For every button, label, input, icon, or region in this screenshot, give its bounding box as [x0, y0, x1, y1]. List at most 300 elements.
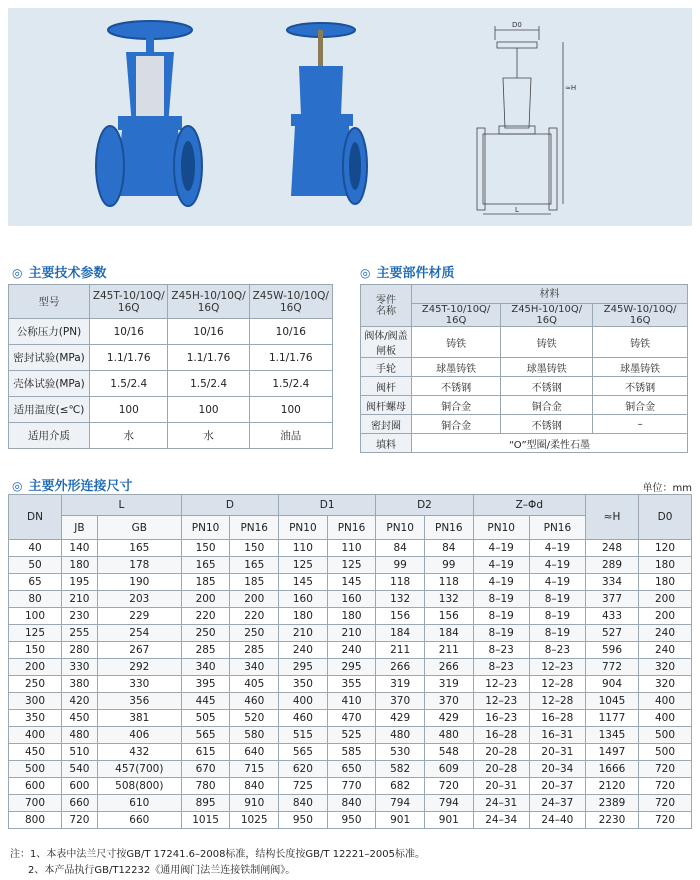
- dims-cell: 895: [181, 795, 230, 812]
- dims-cell: 50: [9, 557, 62, 574]
- dims-cell: 210: [62, 591, 98, 608]
- spec-cell: 水: [90, 423, 168, 449]
- dims-row: [9, 812, 692, 829]
- dims-cell: 480: [424, 727, 473, 744]
- dims-row: [9, 591, 692, 608]
- dims-row: [9, 727, 692, 744]
- dims-header-d: D: [181, 495, 278, 516]
- dims-row: [9, 608, 692, 625]
- gate-valve-front-image: [88, 16, 208, 221]
- dims-cell: 670: [181, 761, 230, 778]
- dims-cell: 370: [376, 693, 425, 710]
- spec-row-label: 公称压力(PN): [9, 319, 90, 345]
- dims-header-z: Z–Φd: [473, 495, 585, 516]
- dims-cell: 548: [424, 744, 473, 761]
- dims-cell: 250: [230, 625, 279, 642]
- dims-cell: 210: [327, 625, 376, 642]
- spec-cell: 100: [249, 397, 332, 423]
- dims-cell: 248: [586, 540, 639, 557]
- dims-cell: 904: [586, 676, 639, 693]
- dims-cell: 780: [181, 778, 230, 795]
- dims-cell: 420: [62, 693, 98, 710]
- spec-header-z45t: Z45T-10/10Q/ 16Q: [90, 285, 168, 319]
- dims-cell: 445: [181, 693, 230, 710]
- dims-cell: 220: [181, 608, 230, 625]
- materials-seal-z45w: –: [593, 415, 688, 434]
- materials-cell: 球墨铸铁: [412, 358, 501, 377]
- note-1: 注：1、本表中法兰尺寸按GB/T 17241.6–2008标准，结构长度按GB/T 12221–2005标准。: [10, 849, 425, 860]
- dims-cell: 180: [327, 608, 376, 625]
- dims-cell: 211: [424, 642, 473, 659]
- dims-cell: 2120: [586, 778, 639, 795]
- spec-cell: 100: [90, 397, 168, 423]
- dims-cell: 118: [376, 574, 425, 591]
- dims-cell: 380: [62, 676, 98, 693]
- note-2: 2、本产品执行GB/T12232《通用阀门法兰连接铁制闸阀》。: [28, 865, 296, 876]
- dims-cell: 500: [9, 761, 62, 778]
- dims-cell: 156: [424, 608, 473, 625]
- dims-cell: 334: [586, 574, 639, 591]
- dims-cell: 12–28: [529, 676, 585, 693]
- dims-cell: 1025: [230, 812, 279, 829]
- materials-row-label: 阀体/阀盖 闸板: [361, 327, 412, 358]
- dims-cell: 280: [62, 642, 98, 659]
- materials-cell: 铸铁: [412, 327, 501, 358]
- dims-cell: 840: [230, 778, 279, 795]
- dims-cell: 610: [97, 795, 181, 812]
- dims-row: [9, 761, 692, 778]
- materials-cell: 不锈钢: [593, 377, 688, 396]
- materials-fill-value: “O”型圈/柔性石墨: [412, 434, 688, 453]
- gate-valve-side-image: [263, 16, 373, 221]
- materials-cell: 铜合金: [412, 396, 501, 415]
- dims-cell: 950: [327, 812, 376, 829]
- dims-cell: 300: [9, 693, 62, 710]
- spec-header-model: 型号: [9, 285, 90, 319]
- materials-fill-name: 填料: [361, 434, 412, 453]
- dims-cell: 505: [181, 710, 230, 727]
- dims-cell: 8–19: [473, 608, 529, 625]
- dims-cell: 457(700): [97, 761, 181, 778]
- spec-row-label: 适用温度(≤℃): [9, 397, 90, 423]
- dims-cell: 4–19: [529, 557, 585, 574]
- dims-cell: 715: [230, 761, 279, 778]
- dims-cell: 720: [639, 761, 692, 778]
- dims-cell: 12–23: [473, 693, 529, 710]
- dims-cell: 508(800): [97, 778, 181, 795]
- dims-cell: 160: [327, 591, 376, 608]
- dims-cell: 165: [97, 540, 181, 557]
- dims-cell: 267: [97, 642, 181, 659]
- dims-cell: 16–31: [529, 727, 585, 744]
- dims-cell: 720: [639, 778, 692, 795]
- spec-row: [9, 319, 333, 345]
- dims-cell: 400: [279, 693, 328, 710]
- dims-cell: 145: [327, 574, 376, 591]
- dims-row: [9, 778, 692, 795]
- dims-section-title: ◎ 主要外形连接尺寸: [12, 479, 133, 494]
- dims-cell: 8–19: [473, 591, 529, 608]
- dims-cell: 125: [327, 557, 376, 574]
- dims-subheader: PN10: [181, 516, 230, 540]
- dims-cell: 2389: [586, 795, 639, 812]
- materials-seal-z45t: 铜合金: [412, 415, 501, 434]
- materials-model-z45w: Z45W-10/10Q/ 16Q: [593, 304, 688, 327]
- dims-cell: 132: [424, 591, 473, 608]
- dims-cell: 84: [376, 540, 425, 557]
- dims-cell: 150: [9, 642, 62, 659]
- dims-cell: 4–19: [529, 574, 585, 591]
- dims-cell: 24–37: [529, 795, 585, 812]
- dims-cell: 8–23: [529, 642, 585, 659]
- dims-cell: 400: [639, 693, 692, 710]
- dims-header-h: ≈H: [586, 495, 639, 540]
- materials-material-header: 材料: [412, 285, 688, 304]
- dims-cell: 565: [181, 727, 230, 744]
- materials-cell: 铸铁: [501, 327, 593, 358]
- dims-cell: 527: [586, 625, 639, 642]
- dims-cell: 800: [9, 812, 62, 829]
- dims-cell: 377: [586, 591, 639, 608]
- dims-cell: 580: [230, 727, 279, 744]
- dims-cell: 720: [424, 778, 473, 795]
- materials-table: [360, 284, 688, 453]
- dims-cell: 600: [9, 778, 62, 795]
- spec-row: [9, 371, 333, 397]
- dims-cell: 230: [62, 608, 98, 625]
- dims-row: [9, 642, 692, 659]
- dims-cell: 340: [181, 659, 230, 676]
- spec-header-z45w: Z45W-10/10Q/ 16Q: [249, 285, 332, 319]
- spec-cell: 1.1/1.76: [168, 345, 249, 371]
- dims-cell: 8–23: [473, 659, 529, 676]
- dims-cell: 370: [424, 693, 473, 710]
- dims-cell: 200: [9, 659, 62, 676]
- dims-cell: 84: [424, 540, 473, 557]
- materials-cell: 铜合金: [501, 396, 593, 415]
- dims-row: [9, 795, 692, 812]
- dims-cell: 240: [639, 625, 692, 642]
- dims-cell: 180: [279, 608, 328, 625]
- dims-cell: 285: [230, 642, 279, 659]
- dims-cell: 8–19: [529, 591, 585, 608]
- bullet-icon: ◎: [12, 266, 23, 280]
- materials-cell: 球墨铸铁: [593, 358, 688, 377]
- dims-cell: 120: [639, 540, 692, 557]
- dims-cell: 20–37: [529, 778, 585, 795]
- spec-cell: 1.5/2.4: [90, 371, 168, 397]
- dims-cell: 24–31: [473, 795, 529, 812]
- dims-header-l: L: [62, 495, 182, 516]
- dims-cell: 395: [181, 676, 230, 693]
- dims-cell: 330: [62, 659, 98, 676]
- dims-cell: 700: [9, 795, 62, 812]
- dims-cell: 615: [181, 744, 230, 761]
- spec-cell: 10/16: [90, 319, 168, 345]
- dims-cell: 1177: [586, 710, 639, 727]
- dims-cell: 65: [9, 574, 62, 591]
- dims-cell: 16–23: [473, 710, 529, 727]
- dimension-drawing: [463, 18, 577, 218]
- dims-cell: 350: [9, 710, 62, 727]
- dims-cell: 660: [97, 812, 181, 829]
- dims-cell: 125: [279, 557, 328, 574]
- dims-cell: 295: [279, 659, 328, 676]
- dims-cell: 1015: [181, 812, 230, 829]
- materials-cell: 不锈钢: [501, 377, 593, 396]
- dims-cell: 319: [376, 676, 425, 693]
- dims-cell: 20–28: [473, 744, 529, 761]
- dims-cell: 901: [376, 812, 425, 829]
- dims-cell: 4–19: [473, 574, 529, 591]
- unit-label: 单位：mm: [642, 483, 692, 494]
- dims-cell: 125: [9, 625, 62, 642]
- dims-cell: 510: [62, 744, 98, 761]
- dims-cell: 250: [9, 676, 62, 693]
- dims-cell: 901: [424, 812, 473, 829]
- dims-cell: 254: [97, 625, 181, 642]
- dims-cell: 770: [327, 778, 376, 795]
- dims-cell: 640: [230, 744, 279, 761]
- dims-cell: 200: [181, 591, 230, 608]
- dims-cell: 24–40: [529, 812, 585, 829]
- dims-row: [9, 574, 692, 591]
- materials-model-z45h: Z45H-10/10Q/ 16Q: [501, 304, 593, 327]
- dims-cell: 720: [639, 795, 692, 812]
- materials-cell: 铜合金: [593, 396, 688, 415]
- dims-cell: 585: [327, 744, 376, 761]
- spec-row-label: 适用介质: [9, 423, 90, 449]
- dims-cell: 450: [62, 710, 98, 727]
- dims-cell: 40: [9, 540, 62, 557]
- bullet-icon: ◎: [360, 266, 371, 280]
- dims-cell: 20–31: [473, 778, 529, 795]
- dims-subheader: GB: [97, 516, 181, 540]
- dims-cell: 429: [424, 710, 473, 727]
- spec-row-label: 壳体试验(MPa): [9, 371, 90, 397]
- dims-cell: 725: [279, 778, 328, 795]
- bullet-icon: ◎: [12, 479, 23, 493]
- dims-cell: 255: [62, 625, 98, 642]
- materials-seal-name: 密封圈: [361, 415, 412, 434]
- dims-cell: 240: [327, 642, 376, 659]
- dims-cell: 292: [97, 659, 181, 676]
- dims-cell: 184: [424, 625, 473, 642]
- dims-cell: 355: [327, 676, 376, 693]
- dims-cell: 200: [639, 608, 692, 625]
- materials-row: [361, 327, 688, 358]
- dims-cell: 540: [62, 761, 98, 778]
- dims-cell: 660: [62, 795, 98, 812]
- dims-cell: 145: [279, 574, 328, 591]
- materials-cell: 铸铁: [593, 327, 688, 358]
- materials-cell: 不锈钢: [412, 377, 501, 396]
- spec-cell: 水: [168, 423, 249, 449]
- dims-cell: 165: [230, 557, 279, 574]
- dims-row: [9, 710, 692, 727]
- dims-cell: 794: [424, 795, 473, 812]
- dims-cell: 600: [62, 778, 98, 795]
- dims-cell: 410: [327, 693, 376, 710]
- spec-cell: 1.1/1.76: [90, 345, 168, 371]
- dims-cell: 118: [424, 574, 473, 591]
- dims-subheader: PN10: [376, 516, 425, 540]
- d0-dimension-label: D0: [512, 21, 522, 29]
- materials-row: [361, 358, 688, 377]
- materials-model-z45t: Z45T-10/10Q/ 16Q: [412, 304, 501, 327]
- dims-cell: 1045: [586, 693, 639, 710]
- spec-cell: 1.1/1.76: [249, 345, 332, 371]
- dims-row: [9, 676, 692, 693]
- dims-header-dn: DN: [9, 495, 62, 540]
- dims-cell: 160: [279, 591, 328, 608]
- dims-row: [9, 744, 692, 761]
- dims-cell: 320: [639, 676, 692, 693]
- dims-cell: 20–34: [529, 761, 585, 778]
- dims-cell: 320: [639, 659, 692, 676]
- dims-cell: 1497: [586, 744, 639, 761]
- dims-subheader: PN10: [279, 516, 328, 540]
- dims-subheader: PN16: [424, 516, 473, 540]
- dims-cell: 433: [586, 608, 639, 625]
- materials-row-label: 阀杆: [361, 377, 412, 396]
- dims-cell: 4–19: [473, 557, 529, 574]
- dims-cell: 180: [639, 574, 692, 591]
- spec-cell: 油品: [249, 423, 332, 449]
- dims-cell: 220: [230, 608, 279, 625]
- dims-cell: 381: [97, 710, 181, 727]
- dims-cell: 400: [639, 710, 692, 727]
- dims-cell: 165: [181, 557, 230, 574]
- spec-table: [8, 284, 333, 449]
- dims-cell: 2230: [586, 812, 639, 829]
- dims-cell: 840: [279, 795, 328, 812]
- spec-cell: 10/16: [249, 319, 332, 345]
- dims-cell: 356: [97, 693, 181, 710]
- dims-cell: 650: [327, 761, 376, 778]
- dims-cell: 99: [376, 557, 425, 574]
- dims-cell: 295: [327, 659, 376, 676]
- spec-row-label: 密封试验(MPa): [9, 345, 90, 371]
- dims-cell: 24–34: [473, 812, 529, 829]
- spec-cell: 100: [168, 397, 249, 423]
- materials-row-label: 阀杆螺母: [361, 396, 412, 415]
- dims-cell: 240: [279, 642, 328, 659]
- dims-cell: 266: [376, 659, 425, 676]
- dims-cell: 285: [181, 642, 230, 659]
- dims-cell: 180: [639, 557, 692, 574]
- materials-part-header: 零件 名称: [361, 285, 412, 327]
- dims-cell: 12–23: [473, 676, 529, 693]
- dims-cell: 609: [424, 761, 473, 778]
- dims-cell: 480: [62, 727, 98, 744]
- dims-cell: 110: [327, 540, 376, 557]
- dimensions-table: [8, 494, 692, 829]
- dims-cell: 184: [376, 625, 425, 642]
- dims-cell: 16–28: [473, 727, 529, 744]
- materials-row: [361, 396, 688, 415]
- dims-cell: 319: [424, 676, 473, 693]
- dims-cell: 20–31: [529, 744, 585, 761]
- dims-cell: 8–23: [473, 642, 529, 659]
- dims-cell: 178: [97, 557, 181, 574]
- spec-row: [9, 397, 333, 423]
- dims-cell: 250: [181, 625, 230, 642]
- dims-cell: 525: [327, 727, 376, 744]
- spec-cell: 1.5/2.4: [249, 371, 332, 397]
- dims-cell: 682: [376, 778, 425, 795]
- dims-cell: 8–19: [473, 625, 529, 642]
- dims-cell: 185: [181, 574, 230, 591]
- dims-cell: 429: [376, 710, 425, 727]
- dims-cell: 80: [9, 591, 62, 608]
- dims-cell: 520: [230, 710, 279, 727]
- dims-cell: 720: [639, 812, 692, 829]
- dims-cell: 16–28: [529, 710, 585, 727]
- dims-subheader: PN16: [327, 516, 376, 540]
- dims-cell: 460: [279, 710, 328, 727]
- dims-cell: 99: [424, 557, 473, 574]
- dims-cell: 620: [279, 761, 328, 778]
- spec-header-z45h: Z45H-10/10Q/ 16Q: [168, 285, 249, 319]
- materials-seal-z45h: 不锈钢: [501, 415, 593, 434]
- h-dimension-label: ≈H: [565, 84, 577, 92]
- dims-cell: 289: [586, 557, 639, 574]
- product-image-panel: [8, 8, 692, 226]
- dims-header-d0: D0: [639, 495, 692, 540]
- dims-cell: 1666: [586, 761, 639, 778]
- dims-cell: 400: [9, 727, 62, 744]
- dims-cell: 4–19: [473, 540, 529, 557]
- spec-section-title: ◎ 主要技术参数: [12, 266, 107, 281]
- dims-cell: 460: [230, 693, 279, 710]
- dims-cell: 266: [424, 659, 473, 676]
- dims-cell: 8–19: [529, 608, 585, 625]
- dims-cell: 211: [376, 642, 425, 659]
- dims-cell: 240: [639, 642, 692, 659]
- dims-cell: 132: [376, 591, 425, 608]
- materials-row: [361, 377, 688, 396]
- materials-cell: 球墨铸铁: [501, 358, 593, 377]
- dims-cell: 150: [230, 540, 279, 557]
- dims-cell: 195: [62, 574, 98, 591]
- dims-cell: 530: [376, 744, 425, 761]
- materials-section-title: ◎ 主要部件材质: [360, 266, 455, 281]
- dims-cell: 720: [62, 812, 98, 829]
- dims-row: [9, 659, 692, 676]
- spec-row: [9, 345, 333, 371]
- dims-cell: 20–28: [473, 761, 529, 778]
- dims-cell: 950: [279, 812, 328, 829]
- dims-cell: 405: [230, 676, 279, 693]
- dims-cell: 210: [279, 625, 328, 642]
- dims-cell: 110: [279, 540, 328, 557]
- dims-cell: 140: [62, 540, 98, 557]
- dims-cell: 229: [97, 608, 181, 625]
- dims-cell: 794: [376, 795, 425, 812]
- dims-cell: 565: [279, 744, 328, 761]
- dims-cell: 12–28: [529, 693, 585, 710]
- dims-cell: 500: [639, 727, 692, 744]
- dims-cell: 840: [327, 795, 376, 812]
- dims-subheader: JB: [62, 516, 98, 540]
- dims-cell: 470: [327, 710, 376, 727]
- dims-cell: 156: [376, 608, 425, 625]
- dims-cell: 100: [9, 608, 62, 625]
- dims-row: [9, 557, 692, 574]
- dims-subheader: PN16: [230, 516, 279, 540]
- dims-cell: 772: [586, 659, 639, 676]
